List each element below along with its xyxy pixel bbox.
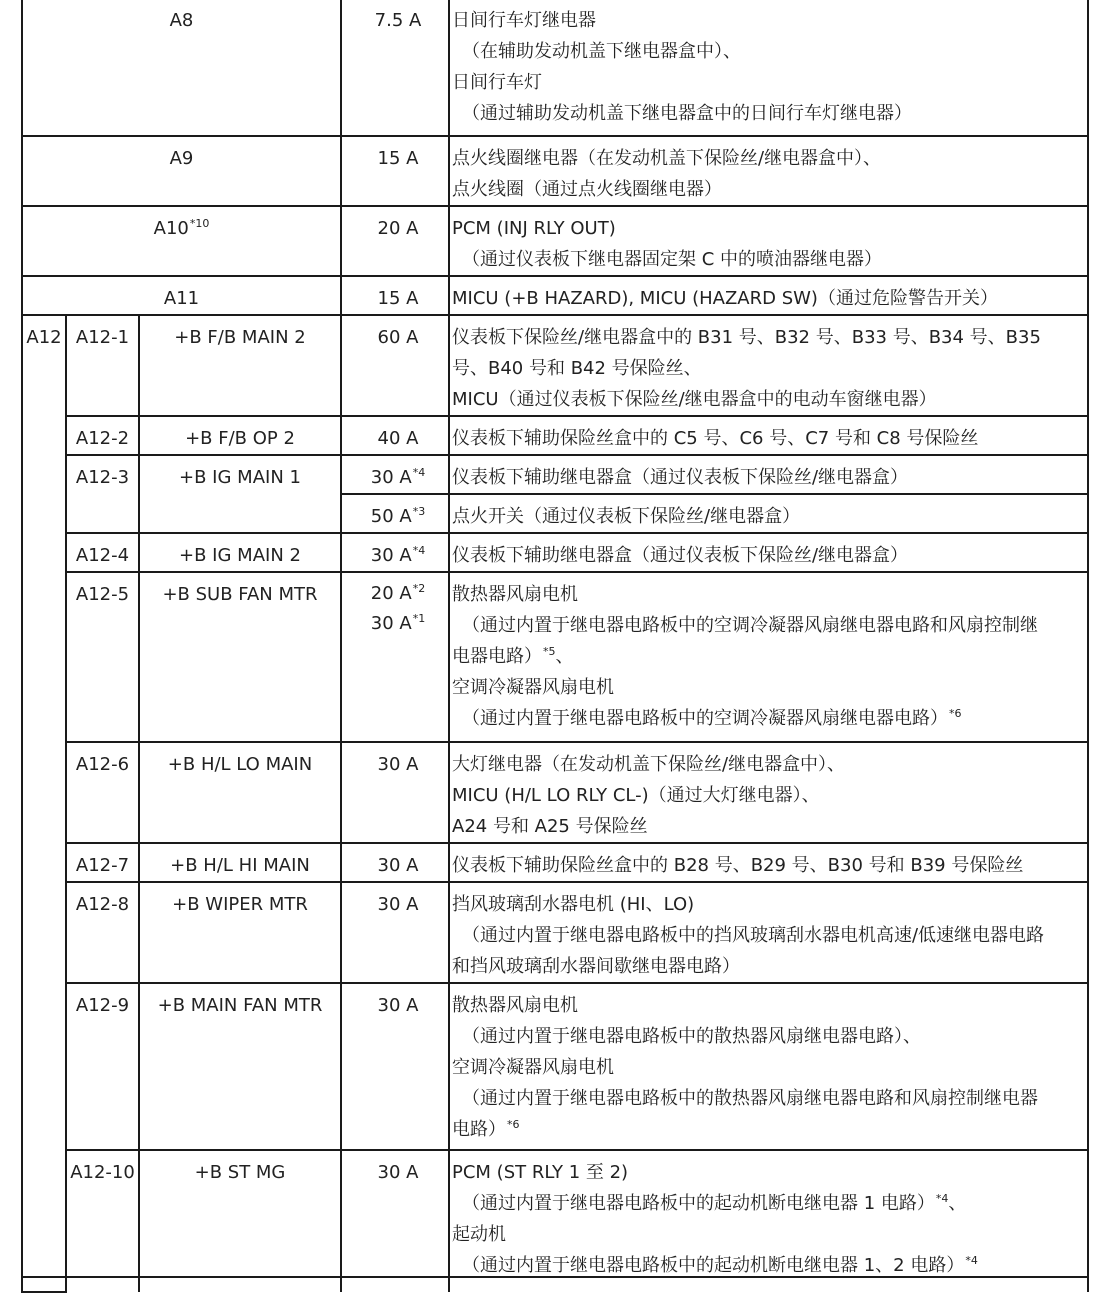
table-row — [22, 206, 1088, 276]
description-line: 和挡风玻璃刮水器间歇继电器电路） — [452, 956, 740, 977]
description-line: PCM (INJ RLY OUT) — [452, 218, 616, 239]
table-row — [22, 533, 1088, 572]
table-row — [22, 276, 1088, 315]
description-line: MICU（通过仪表板下保险丝/继电器盒中的电动车窗继电器） — [452, 389, 937, 410]
fuse-amperage-cell — [341, 206, 449, 276]
circuit-description — [449, 416, 1088, 455]
fuse-amperage-cell — [341, 494, 449, 533]
description-line: 大灯继电器（在发动机盖下保险丝/继电器盒中）、 — [452, 754, 846, 775]
fuse-amperage: 30 A — [377, 1162, 419, 1183]
circuit-description — [449, 0, 1088, 136]
fuse-amperage-cell — [341, 136, 449, 206]
sub-fuse-number — [66, 455, 139, 533]
circuit-name-text: +B H/L LO MAIN — [167, 754, 313, 775]
sub-fuse-id: A12-6 — [75, 754, 130, 775]
fuse-amperage: 30 A — [370, 613, 412, 634]
fuse-amperage: 50 A — [370, 506, 412, 527]
footnote-marker: *6 — [949, 707, 962, 720]
footnote-marker: *4 — [935, 1192, 949, 1205]
fuse-amperage-cell — [341, 1150, 449, 1292]
table-row — [22, 0, 1088, 136]
footnote-marker: *1 — [412, 612, 426, 625]
fuse-amperage: 30 A — [377, 995, 419, 1016]
sub-fuse-id: A12-3 — [75, 467, 130, 488]
footnote-marker: *10 — [189, 217, 210, 230]
circuit-name — [139, 742, 341, 843]
description-line: 点火线圈继电器（在发动机盖下保险丝/继电器盒中）、 — [452, 148, 882, 169]
fuse-group-number: A12 — [26, 327, 62, 348]
description-line: 空调冷凝器风扇电机 — [452, 677, 614, 698]
table-row — [22, 843, 1088, 882]
circuit-name — [139, 983, 341, 1150]
sub-fuse-number — [66, 572, 139, 742]
footnote-marker: *2 — [412, 582, 426, 595]
description-line: MICU (+B HAZARD), MICU (HAZARD SW)（通过危险警告开关） — [452, 288, 998, 309]
table-row — [22, 1150, 1088, 1292]
table-bottom-rule — [21, 1276, 1087, 1278]
fuse-amperage: 15 A — [377, 288, 419, 309]
description-text: 电路） — [452, 1119, 506, 1140]
fuse-amperage: 20 A — [377, 218, 419, 239]
description-line — [452, 641, 1087, 672]
sub-fuse-id: A12-10 — [70, 1162, 135, 1183]
fuse-amperage-cell — [341, 572, 449, 742]
sub-fuse-number — [66, 843, 139, 882]
fuse-number-cell — [22, 276, 341, 315]
description-line: （在辅助发动机盖下继电器盒中）、 — [462, 41, 741, 62]
description-line: （通过内置于继电器电路板中的散热器风扇继电器电路和风扇控制继电器 — [462, 1088, 1038, 1109]
fuse-amperage-cell — [341, 416, 449, 455]
fuse-number: A11 — [163, 288, 200, 309]
description-line: 点火开关（通过仪表板下保险丝/继电器盒） — [452, 506, 801, 527]
description-line: 空调冷凝器风扇电机 — [452, 1057, 614, 1078]
fuse-amperage: 30 A — [377, 855, 419, 876]
circuit-description — [449, 1150, 1088, 1292]
fuse-amperage-cell — [341, 276, 449, 315]
circuit-description — [449, 843, 1088, 882]
sub-fuse-number — [66, 533, 139, 572]
footnote-marker: *5 — [543, 645, 556, 658]
circuit-name-text: +B MAIN FAN MTR — [157, 995, 323, 1016]
table-row — [22, 882, 1088, 983]
circuit-description — [449, 742, 1088, 843]
fuse-amperage: 30 A — [377, 754, 419, 775]
circuit-description — [449, 276, 1088, 315]
sub-fuse-number — [66, 416, 139, 455]
circuit-description — [449, 533, 1088, 572]
circuit-name-text: +B F/B MAIN 2 — [174, 327, 306, 348]
fuse-number-cell — [22, 0, 341, 136]
circuit-name-text: +B SUB FAN MTR — [162, 584, 318, 605]
sub-fuse-id: A12-8 — [75, 894, 130, 915]
description-line: 仪表板下保险丝/继电器盒中的 B31 号、B32 号、B33 号、B34 号、B35 — [452, 327, 1041, 348]
description-line: MICU (H/L LO RLY CL-)（通过大灯继电器）、 — [452, 785, 820, 806]
fuse-amperage-cell — [341, 742, 449, 843]
circuit-name-text: +B F/B OP 2 — [185, 428, 295, 449]
fuse-number: A9 — [169, 148, 194, 169]
fuse-amperage-cell — [341, 0, 449, 136]
sub-fuse-number — [66, 1150, 139, 1292]
fuse-number: A8 — [169, 10, 194, 31]
description-line: 仪表板下辅助保险丝盒中的 C5 号、C6 号、C7 号和 C8 号保险丝 — [452, 428, 979, 449]
circuit-name — [139, 1150, 341, 1292]
circuit-name-text: +B WIPER MTR — [172, 894, 308, 915]
fuse-amperage: 60 A — [377, 327, 419, 348]
description-line: 日间行车灯继电器 — [452, 10, 596, 31]
circuit-description — [449, 882, 1088, 983]
circuit-name — [139, 416, 341, 455]
fuse-amperage: 30 A — [370, 467, 412, 488]
sub-fuse-id: A12-2 — [75, 428, 130, 449]
fuse-group-label — [22, 315, 66, 1292]
circuit-description — [449, 136, 1088, 206]
sub-fuse-number — [66, 315, 139, 416]
fuse-amperage: 40 A — [377, 428, 419, 449]
fuse-number-cell — [22, 136, 341, 206]
description-text: 、 — [555, 646, 574, 667]
fuse-amperage: 30 A — [377, 894, 419, 915]
circuit-name-text: +B H/L HI MAIN — [170, 855, 310, 876]
table-row — [22, 742, 1088, 843]
circuit-name — [139, 572, 341, 742]
footnote-marker: *3 — [412, 505, 426, 518]
sub-fuse-number — [66, 882, 139, 983]
description-line: 散热器风扇电机 — [452, 584, 578, 605]
circuit-description — [449, 206, 1088, 276]
description-line: 散热器风扇电机 — [452, 995, 578, 1016]
circuit-description — [449, 455, 1088, 494]
table-row — [22, 315, 1088, 416]
description-line: 点火线圈（通过点火线圈继电器） — [452, 179, 722, 200]
description-line: （通过仪表板下继电器固定架 C 中的喷油器继电器） — [462, 249, 883, 270]
circuit-description — [449, 572, 1088, 742]
sub-fuse-id: A12-9 — [75, 995, 130, 1016]
description-line: 号、B40 号和 B42 号保险丝、 — [452, 358, 702, 379]
description-line: （通过内置于继电器电路板中的挡风玻璃刮水器电机高速/低速继电器电路 — [462, 925, 1045, 946]
description-line: （通过内置于继电器电路板中的空调冷凝器风扇继电器电路和风扇控制继 — [462, 615, 1038, 636]
sub-fuse-number — [66, 983, 139, 1150]
description-line — [452, 703, 1087, 734]
fuse-amperage: 15 A — [377, 148, 419, 169]
description-line: （通过辅助发动机盖下继电器盒中的日间行车灯继电器） — [462, 103, 912, 124]
fuse-amperage-cell — [341, 843, 449, 882]
description-line: （通过内置于继电器电路板中的散热器风扇继电器电路）、 — [462, 1026, 921, 1047]
description-line: 仪表板下辅助继电器盒（通过仪表板下保险丝/继电器盒） — [452, 467, 909, 488]
sub-fuse-number — [66, 742, 139, 843]
description-line: A24 号和 A25 号保险丝 — [452, 816, 648, 837]
circuit-description — [449, 315, 1088, 416]
table-row — [22, 416, 1088, 455]
description-text: 、 — [948, 1193, 967, 1214]
footnote-marker: *6 — [507, 1118, 520, 1131]
circuit-description — [449, 494, 1088, 533]
circuit-name-text: +B IG MAIN 2 — [179, 545, 301, 566]
circuit-name — [139, 533, 341, 572]
table-row — [22, 455, 1088, 494]
fuse-amperage: 30 A — [370, 545, 412, 566]
table-row — [22, 572, 1088, 742]
description-line — [452, 1188, 1087, 1219]
footnote-marker: *4 — [412, 544, 426, 557]
description-line: 起动机 — [452, 1224, 506, 1245]
fuse-table — [21, 0, 1089, 1293]
circuit-name — [139, 315, 341, 416]
fuse-amperage-cell — [341, 983, 449, 1150]
fuse-amperage-cell — [341, 455, 449, 494]
description-text: （通过内置于继电器电路板中的空调冷凝器风扇继电器电路） — [462, 708, 948, 729]
fuse-amperage-cell — [341, 882, 449, 983]
description-text: 电器电路） — [452, 646, 542, 667]
fuse-amperage-cell — [341, 315, 449, 416]
fuse-amperage: 7.5 A — [374, 10, 422, 31]
description-text: （通过内置于继电器电路板中的起动机断电继电器 1、2 电路） — [462, 1255, 965, 1276]
fuse-amperage-cell — [341, 533, 449, 572]
table-row — [22, 136, 1088, 206]
table-row — [22, 983, 1088, 1150]
sub-fuse-id: A12-5 — [75, 584, 130, 605]
fuse-number-cell — [22, 206, 341, 276]
circuit-name-text: +B IG MAIN 1 — [179, 467, 301, 488]
circuit-name — [139, 843, 341, 882]
fuse-number: A10 — [153, 218, 189, 239]
fuse-amperage: 20 A — [370, 583, 412, 604]
sub-fuse-id: A12-4 — [75, 545, 130, 566]
description-line: 日间行车灯 — [452, 72, 542, 93]
description-line: 仪表板下辅助继电器盒（通过仪表板下保险丝/继电器盒） — [452, 545, 909, 566]
circuit-description — [449, 983, 1088, 1150]
sub-fuse-id: A12-1 — [75, 327, 130, 348]
description-line: PCM (ST RLY 1 至 2) — [452, 1162, 629, 1183]
description-line: 仪表板下辅助保险丝盒中的 B28 号、B29 号、B30 号和 B39 号保险丝 — [452, 855, 1024, 876]
footnote-marker: *4 — [965, 1254, 978, 1267]
description-text: （通过内置于继电器电路板中的起动机断电继电器 1 电路） — [462, 1193, 935, 1214]
circuit-name — [139, 882, 341, 983]
sub-fuse-id: A12-7 — [75, 855, 130, 876]
description-line — [452, 1114, 1087, 1145]
footnote-marker: *4 — [412, 466, 426, 479]
circuit-name — [139, 455, 341, 533]
circuit-name-text: +B ST MG — [194, 1162, 286, 1183]
description-line: 挡风玻璃刮水器电机 (HI、LO) — [452, 894, 695, 915]
